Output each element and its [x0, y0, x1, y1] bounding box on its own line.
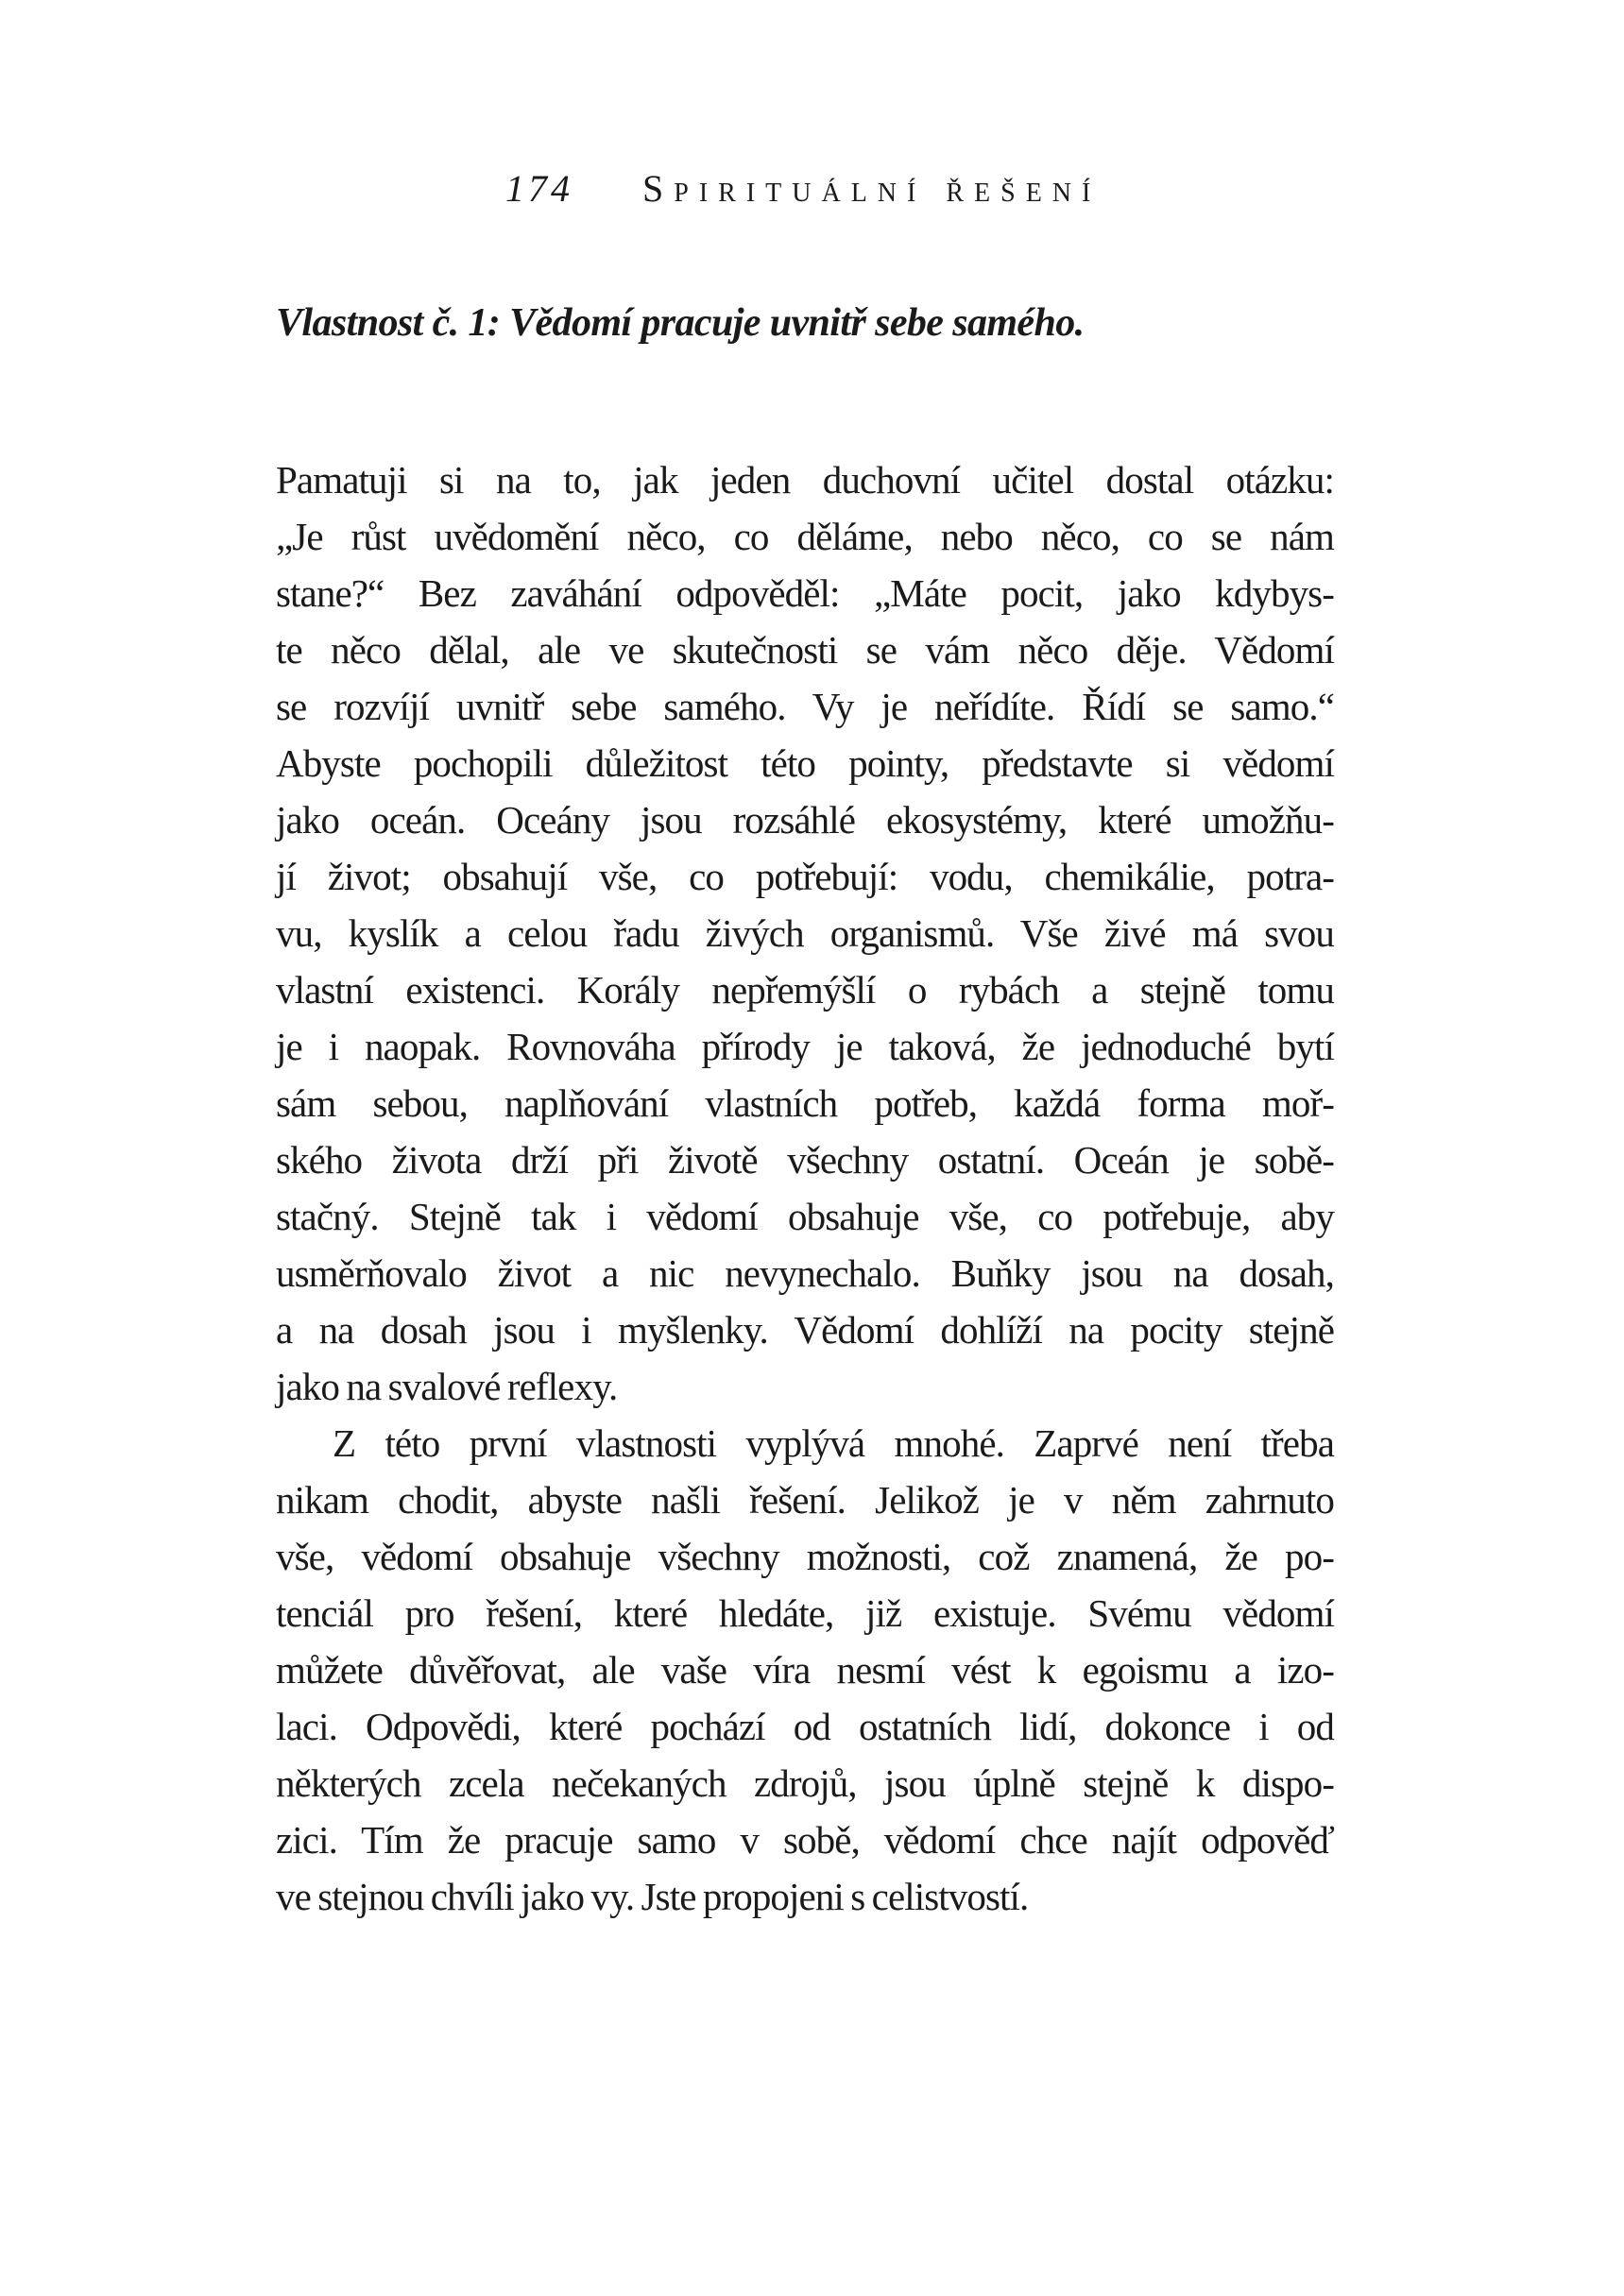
text-line: vu, kyslík a celou řadu živých organismů. Vše živé má svou [276, 911, 1334, 955]
text-line: jí život; obsahují vše, co potřebují: vodu, chemikálie, potra- [276, 855, 1334, 898]
text-line: tenciál pro řešení, které hledáte, již existuje. Svému vědomí [276, 1591, 1334, 1635]
text-line: jako na svalové reflexy. [276, 1365, 618, 1408]
text-line: je i naopak. Rovnováha přírody je taková, že jednoduché bytí [276, 1025, 1334, 1068]
text-line: te něco dělal, ale ve skutečnosti se vám něco děje. Vědomí [276, 628, 1334, 672]
page-number: 174 [505, 167, 573, 210]
text-line: laci. Odpovědi, které pochází od ostatních lidí, dokonce i od [276, 1705, 1334, 1748]
text-line: zici. Tím že pracuje samo v sobě, vědomí chce najít odpověď [276, 1818, 1334, 1862]
paragraph [276, 1415, 1334, 1925]
text-line: Z této první vlastnosti vyplývá mnohé. Zaprvé není třeba [333, 1421, 1334, 1465]
text-line: vše, vědomí obsahuje všechny možnosti, což znamená, že po- [276, 1535, 1334, 1578]
text-line: sám sebou, naplňování vlastních potřeb, každá forma moř- [276, 1081, 1334, 1125]
text-line: „Je růst uvědomění něco, co děláme, nebo něco, co se nám [276, 515, 1334, 558]
text-line: a na dosah jsou i myšlenky. Vědomí dohlíží na pocity stejně [276, 1308, 1334, 1352]
text-line: vlastní existenci. Korály nepřemýšlí o rybách a stejně tomu [276, 968, 1334, 1012]
text-line: můžete důvěřovat, ale vaše víra nesmí vést k egoismu a izo- [276, 1648, 1334, 1692]
paragraph [276, 451, 1334, 1415]
text-line: Abyste pochopili důležitost této pointy, představte si vědomí [276, 741, 1334, 785]
text-line: ského života drží při životě všechny ostatní. Oceán je sobě- [276, 1138, 1334, 1182]
text-line: Pamatuji si na to, jak jeden duchovní učitel dostal otázku: [276, 458, 1334, 502]
running-head-title: Spirituální řešení [642, 167, 1102, 210]
body-text [276, 451, 1334, 1925]
text-line: usměrňovalo život a nic nevynechalo. Buňky jsou na dosah, [276, 1251, 1334, 1295]
section-heading: Vlastnost č. 1: Vědomí pracuje uvnitř sebe samého. [276, 301, 1085, 345]
text-line: nikam chodit, abyste našli řešení. Jelikož je v něm zahrnuto [276, 1478, 1334, 1522]
text-line: stačný. Stejně tak i vědomí obsahuje vše, co potřebuje, aby [276, 1195, 1334, 1238]
text-line: jako oceán. Oceány jsou rozsáhlé ekosystémy, které umožňu- [276, 798, 1334, 842]
text-line: stane?“ Bez zaváhání odpověděl: „Máte pocit, jako kdybys- [276, 571, 1334, 615]
text-line: některých zcela nečekaných zdrojů, jsou úplně stejně k dispo- [276, 1761, 1334, 1805]
text-line: ve stejnou chvíli jako vy. Jste propojeni s celistvostí. [276, 1875, 1029, 1918]
text-line: se rozvíjí uvnitř sebe samého. Vy je neřídíte. Řídí se samo.“ [276, 685, 1334, 728]
